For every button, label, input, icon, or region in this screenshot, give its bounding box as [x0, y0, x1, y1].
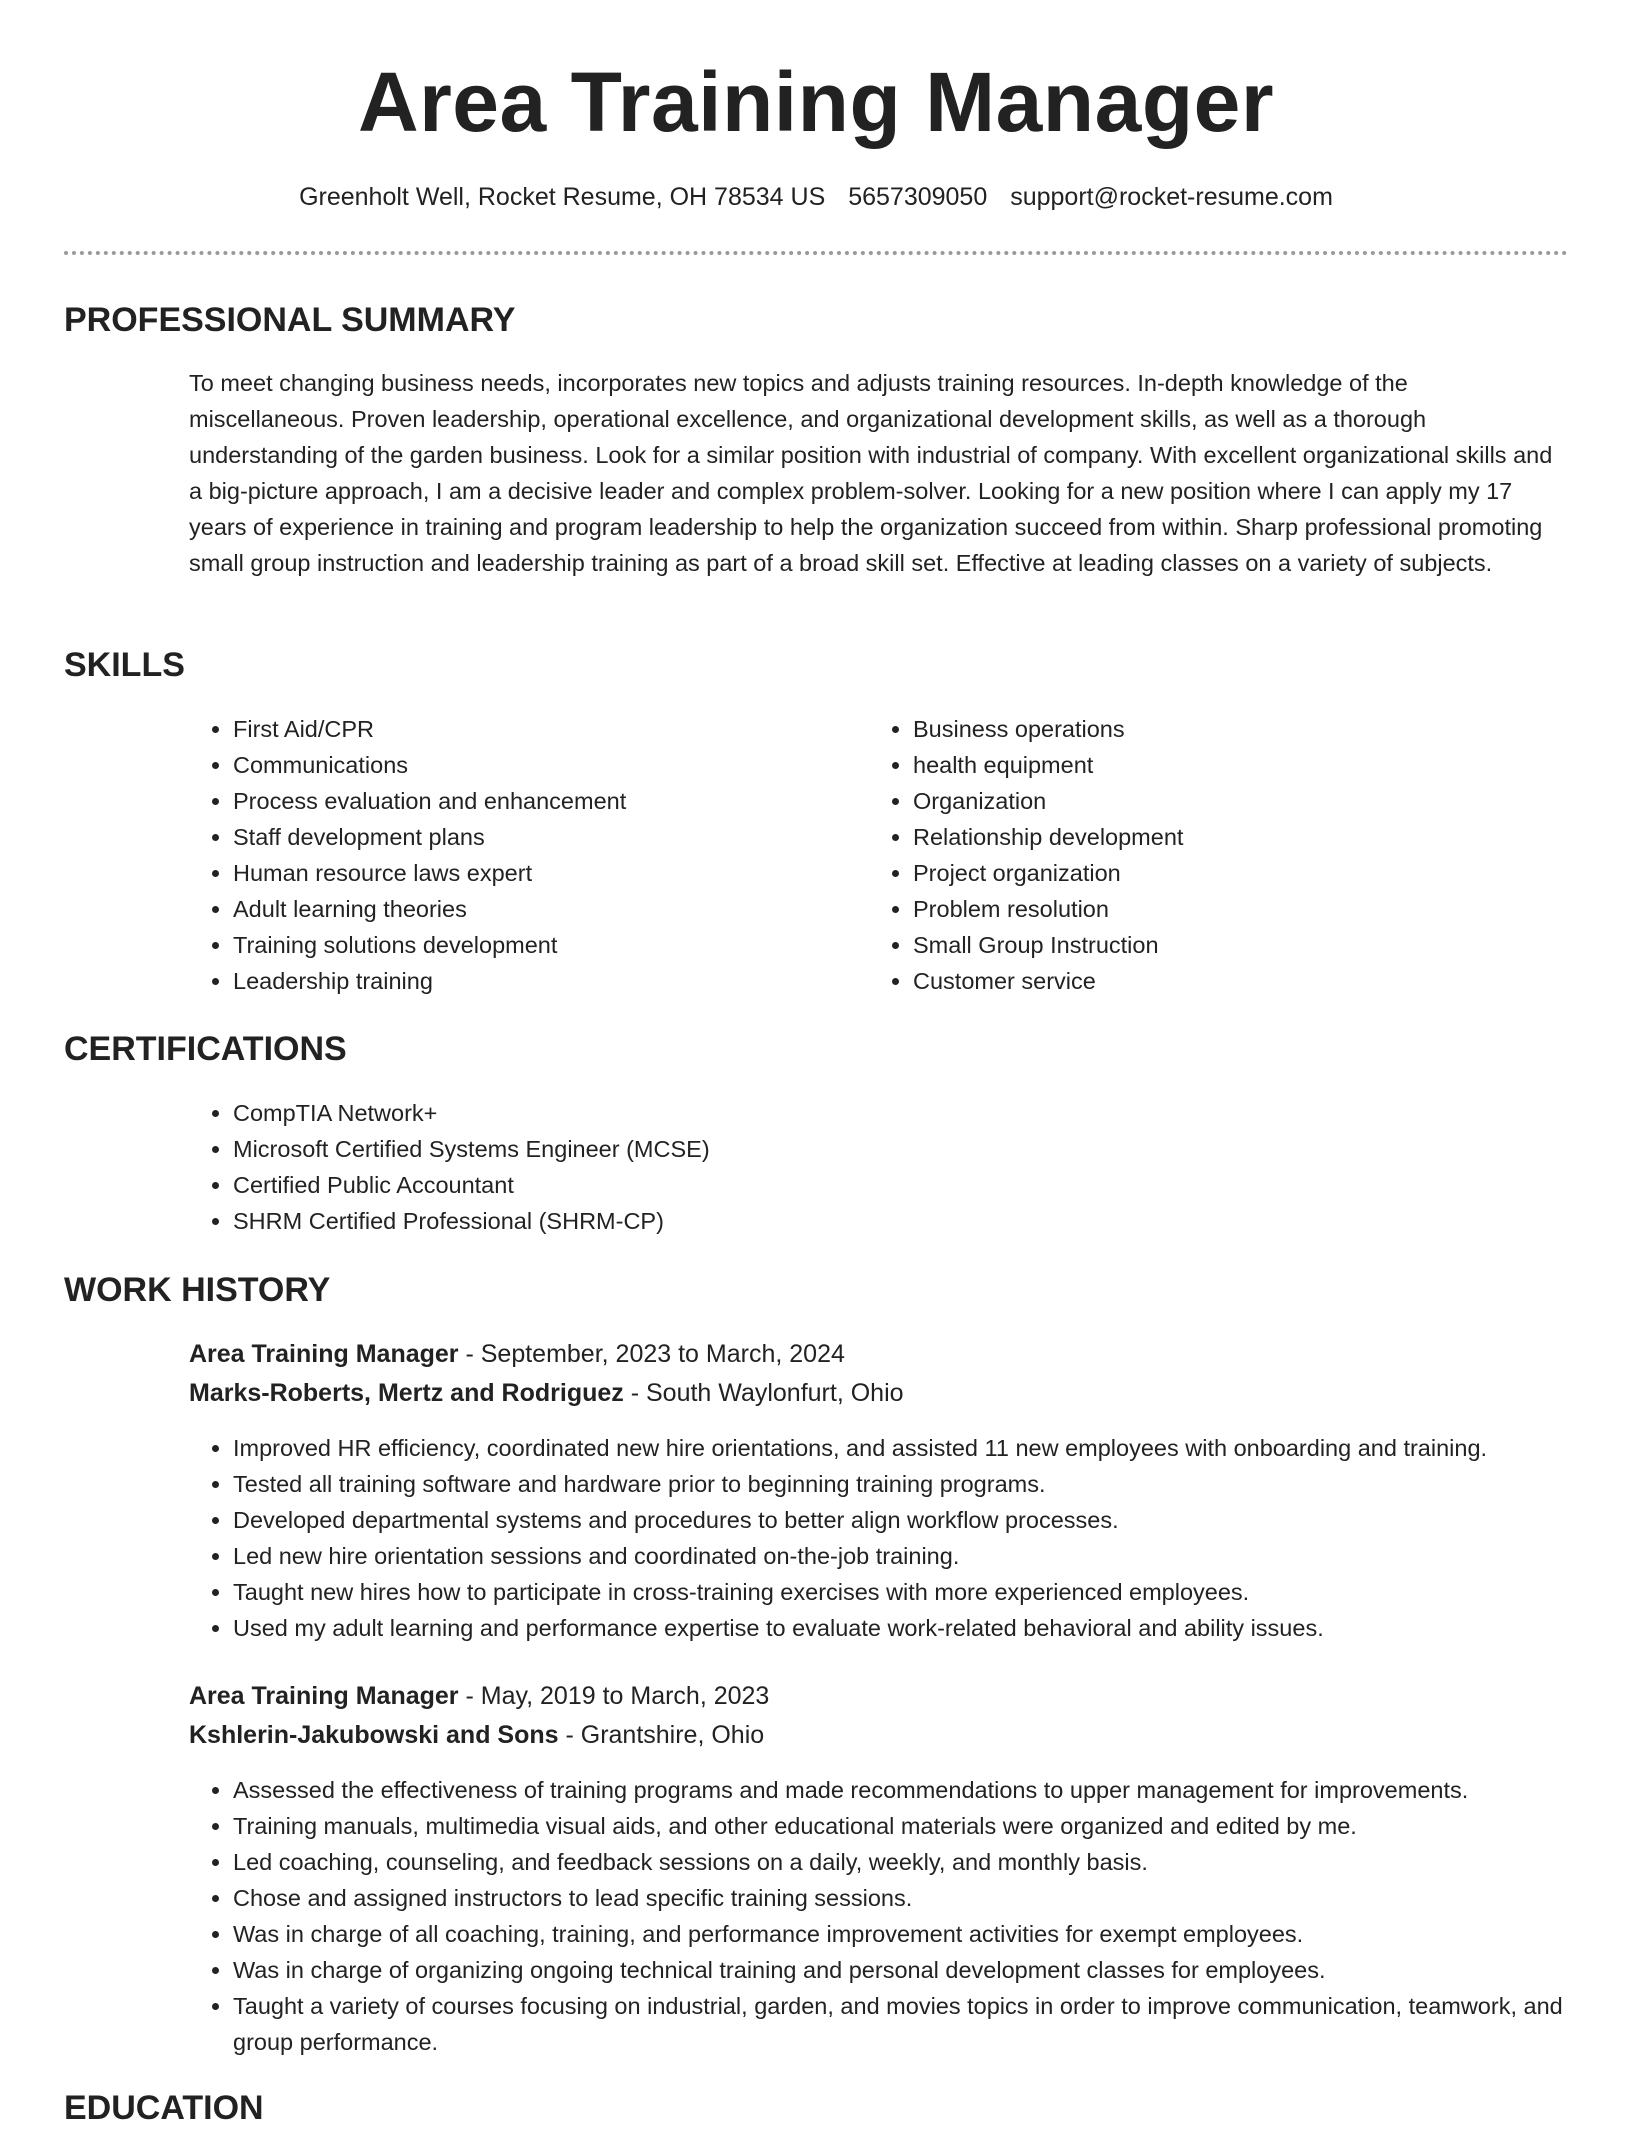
job-role: Area Training Manager — [189, 1682, 459, 1710]
contact-address: Greenholt Well, Rocket Resume, OH 78534 US — [299, 183, 826, 211]
certification-item: • Certified Public Accountant — [233, 1167, 1533, 1203]
job-company-line — [189, 1717, 764, 1753]
job-duty-item: • Chose and assigned instructors to lead specific training sessions. — [233, 1880, 1593, 1916]
job-dates: - September, 2023 to March, 2024 — [458, 1340, 845, 1368]
skill-item: • Human resource laws expert — [233, 855, 833, 891]
skill-item: • First Aid/CPR — [233, 711, 833, 747]
candidate-name: Area Training Manager — [357, 55, 1275, 149]
skill-item: • Project organization — [913, 855, 1533, 891]
job-company: Kshlerin-Jakubowski and Sons — [189, 1721, 559, 1749]
certifications-list — [189, 1095, 1533, 1239]
skill-item: • Business operations — [913, 711, 1533, 747]
job-duty-item: • Developed departmental systems and procedures to better align workflow processes. — [233, 1502, 1623, 1538]
job-duty-item: • Assessed the effectiveness of training programs and made recommendations to upper management for improvements. — [233, 1772, 1593, 1808]
job-duty-item: • Led new hire orientation sessions and coordinated on-the-job training. — [233, 1538, 1623, 1574]
skill-item: • Customer service — [913, 963, 1533, 999]
job-duty-item: • Tested all training software and hardware prior to beginning training programs. — [233, 1466, 1623, 1502]
certification-item: • SHRM Certified Professional (SHRM-CP) — [233, 1203, 1533, 1239]
skills-list-left — [189, 711, 833, 999]
summary-text: To meet changing business needs, incorporates new topics and adjusts training resources. In-depth knowledge of the miscellaneous. Proven leadership, operational excellence, and organizational development skills, as well as a thorough understanding of the garden business. Look for a similar position with industrial of company. With excellent organizational skills and a big-picture approach, I am a decisive leader and complex problem-solver. Looking for a new position where I can apply my 17 years of experience in training and program leadership to help the organization succeed from within. Sharp professional promoting small group instruction and leadership training as part of a broad skill set. Effective at leading classes on a variety of subjects. — [189, 370, 1553, 576]
certification-item: • CompTIA Network+ — [233, 1095, 1533, 1131]
job-dates: - May, 2019 to March, 2023 — [458, 1682, 770, 1710]
skill-item: • Relationship development — [913, 819, 1533, 855]
job-duties-list — [189, 1430, 1623, 1646]
skills-list-right — [869, 711, 1533, 999]
contact-phone: 5657309050 — [848, 183, 988, 211]
skill-item: • Problem resolution — [913, 891, 1533, 927]
job-role: Area Training Manager — [189, 1340, 459, 1368]
job-company: Marks-Roberts, Mertz and Rodriguez — [189, 1379, 624, 1407]
job-title-line — [189, 1336, 845, 1372]
work-history-heading: WORK HISTORY — [64, 1271, 331, 1309]
job-location: - Grantshire, Ohio — [558, 1721, 765, 1749]
skill-item: • Adult learning theories — [233, 891, 833, 927]
header-divider — [64, 251, 1568, 255]
job-location: - South Waylonfurt, Ohio — [623, 1379, 904, 1407]
job-duty-item: • Was in charge of organizing ongoing technical training and personal development classes for employees. — [233, 1952, 1593, 1988]
job-duty-item: • Led coaching, counseling, and feedback sessions on a daily, weekly, and monthly basis. — [233, 1844, 1593, 1880]
education-heading: EDUCATION — [64, 2089, 264, 2127]
job-title-line — [189, 1678, 769, 1714]
contact-email: support@rocket-resume.com — [1010, 183, 1333, 211]
job-duty-item: • Used my adult learning and performance expertise to evaluate work-related behavioral and ability issues. — [233, 1610, 1623, 1646]
skill-item: • Small Group Instruction — [913, 927, 1533, 963]
job-duty-item: • Was in charge of all coaching, training, and performance improvement activities for exempt employees. — [233, 1916, 1593, 1952]
skill-item: • Training solutions development — [233, 927, 833, 963]
job-duty-item: • Training manuals, multimedia visual aids, and other educational materials were organized and edited by me. — [233, 1808, 1593, 1844]
job-duty-item: • Improved HR efficiency, coordinated new hire orientations, and assisted 11 new employees with onboarding and training. — [233, 1430, 1623, 1466]
skill-item: • Organization — [913, 783, 1533, 819]
skill-item: • Communications — [233, 747, 833, 783]
job-duty-item: • Taught new hires how to participate in cross-training exercises with more experienced employees. — [233, 1574, 1623, 1610]
job-duties-list — [189, 1772, 1593, 2060]
job-company-line — [189, 1375, 904, 1411]
certification-item: • Microsoft Certified Systems Engineer (MCSE) — [233, 1131, 1533, 1167]
skill-item: • Leadership training — [233, 963, 833, 999]
skill-item: • Process evaluation and enhancement — [233, 783, 833, 819]
summary-heading: PROFESSIONAL SUMMARY — [64, 301, 516, 339]
contact-line — [0, 180, 1632, 214]
skills-heading: SKILLS — [64, 646, 185, 684]
skill-item: • health equipment — [913, 747, 1533, 783]
certifications-heading: CERTIFICATIONS — [64, 1030, 347, 1068]
job-duty-item: • Taught a variety of courses focusing on industrial, garden, and movies topics in order to improve communication, teamwork, and group performance. — [233, 1988, 1593, 2060]
skill-item: • Staff development plans — [233, 819, 833, 855]
